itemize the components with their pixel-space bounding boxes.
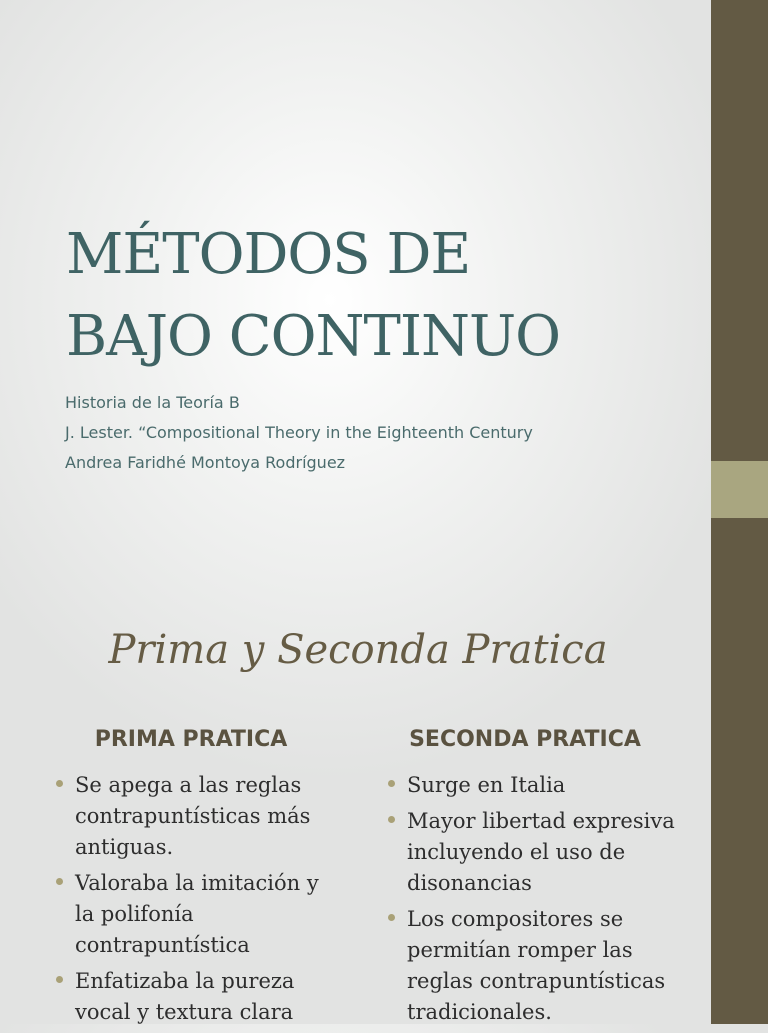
seconda-pratica-list	[382, 770, 682, 1028]
slide-subtitles	[65, 388, 685, 478]
list-item-text: Mayor libertad expresiva incluyendo el uso de disonancias	[407, 809, 675, 895]
list-item	[50, 770, 340, 863]
slide-title-line-1: MÉTODOS DE	[66, 222, 471, 287]
list-item	[382, 904, 682, 1028]
slide-title	[66, 214, 706, 378]
prima-pratica-list	[50, 770, 340, 1028]
list-item-text: Se apega a las reglas contrapuntísticas más antiguas.	[75, 773, 311, 859]
bullet-icon	[56, 780, 63, 787]
subtitle-course: Historia de la Teoría B	[65, 393, 240, 412]
bullet-icon	[56, 878, 63, 885]
slide-title-line-2: BAJO CONTINUO	[66, 304, 561, 369]
list-item	[50, 966, 340, 1028]
bullet-icon	[388, 780, 395, 787]
sidebar-accent-block	[711, 461, 768, 518]
seconda-pratica-column	[382, 720, 682, 1033]
list-item-text: Los compositores se permitían romper las reglas contrapuntísticas tradicionales.	[407, 907, 666, 1024]
list-item	[382, 806, 682, 899]
list-item	[382, 770, 682, 801]
bullet-icon	[56, 976, 63, 983]
list-item	[50, 868, 340, 961]
bullet-icon	[388, 914, 395, 921]
subtitle-reference: J. Lester. “Compositional Theory in the Eighteenth Century	[65, 423, 533, 442]
prima-pratica-column	[50, 720, 340, 1033]
prima-pratica-heading: PRIMA PRATICA	[94, 727, 288, 752]
seconda-pratica-heading: SECONDA PRATICA	[409, 727, 641, 752]
list-item-text: Valoraba la imitación y la polifonía contrapuntística	[75, 871, 319, 957]
list-item-text: Enfatizaba la pureza vocal y textura clara	[75, 969, 295, 1024]
subtitle-author: Andrea Faridhé Montoya Rodríguez	[65, 453, 346, 472]
bullet-icon	[388, 816, 395, 823]
section-heading: Prima y Seconda Pratica	[108, 627, 608, 673]
list-item-text: Surge en Italia	[407, 773, 566, 797]
